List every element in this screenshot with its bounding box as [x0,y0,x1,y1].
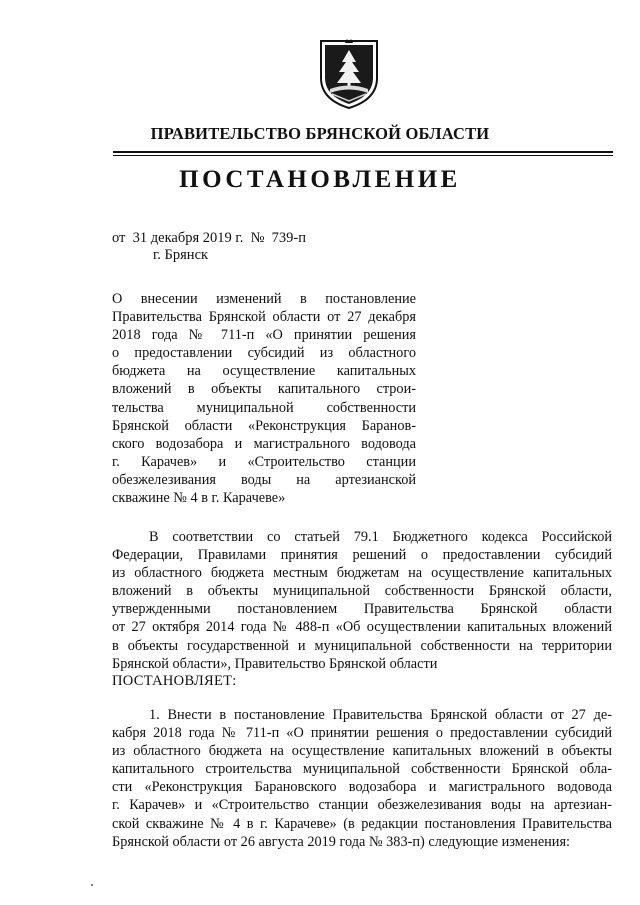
paragraph-line: г. Карачев» и «Строительство станции обезжелезивания воды на артезиан- [112,797,612,814]
subject-line: обезжелезивания воды на артезианской [112,471,416,488]
bryansk-coat-of-arms-icon [318,38,380,110]
subject-line: бюджета на осуществление капитальных [112,363,416,380]
subject-line: о предоставлении субсидий из областного [112,345,416,362]
subject-line: О внесении изменений в постановление [112,291,416,307]
subject-line: ского водозабора и магистрального водовода [112,435,416,452]
paragraph-line: капитального строительства муниципальной собственности Брянской обла- [112,761,612,778]
header-rule-thick [113,151,613,153]
subject-line: скважине № 4 в г. Карачеве» [112,490,286,507]
document-subject [112,290,416,507]
paragraph-line: Брянской области», Правительство Брянской области [112,655,438,672]
subject-line: Правительства Брянской области от 27 декабря [112,309,416,326]
subject-line: г. Карачев» и «Строительство станции [112,453,416,470]
document-date-number: от 31 декабря 2019 г. № 739-п [112,230,307,246]
document-type: ПОСТАНОВЛЕНИЕ [179,166,461,193]
document-city: г. Брянск [153,247,209,263]
paragraph-line: сти «Реконструкция Барановского водозабора и магистрального водовода [112,779,612,796]
paragraph-line: Федерации, Правилами принятия решений о предоставлении субсидий [112,547,612,564]
header-rule-thin [113,155,613,156]
subject-line: Брянской области «Реконструкция Баранов- [112,417,416,434]
paragraph-line: ской скважине № 4 в г. Карачеве» (в редакции постановления Правительства [112,815,612,832]
item-1-paragraph [112,706,612,851]
subject-line: 2018 года № 711-п «О принятии решения [112,327,416,344]
paragraph-line: вложений в объекты муниципальной собственности Брянской области, [112,583,612,600]
paragraph-line: кабря 2018 года № 711-п «О принятии решения о предоставлении субсидий [112,725,612,742]
scan-speck [91,884,93,886]
decree-word: ПОСТАНОВЛЯЕТ: [112,673,237,689]
paragraph-line: утвержденными постановлением Правительства Брянской области [112,601,612,618]
paragraph-line: от 27 октября 2014 года № 488-п «Об осуществлении капитальных вложений [112,619,612,636]
paragraph-line: из областного бюджета на осуществление капитальных вложений в объекты [112,743,612,760]
paragraph-line: 1. Внести в постановление Правительства Брянской области от 27 де- [149,707,612,723]
paragraph-line: из областного бюджета местным бюджетам на осуществление капитальных [112,565,612,582]
preamble-paragraph [112,528,612,673]
paragraph-line: Брянской области от 26 августа 2019 года № 383-п) следующие изменения: [112,833,571,850]
paragraph-line: в объекты государственной и муниципальной собственности на территории [112,637,612,654]
subject-line: вложений в объекты капитального строи- [112,381,416,398]
government-title: ПРАВИТЕЛЬСТВО БРЯНСКОЙ ОБЛАСТИ [150,124,490,143]
paragraph-line: В соответствии со статьей 79.1 Бюджетного кодекса Российской [149,529,612,545]
subject-line: тельства муниципальной собственности [112,399,416,416]
